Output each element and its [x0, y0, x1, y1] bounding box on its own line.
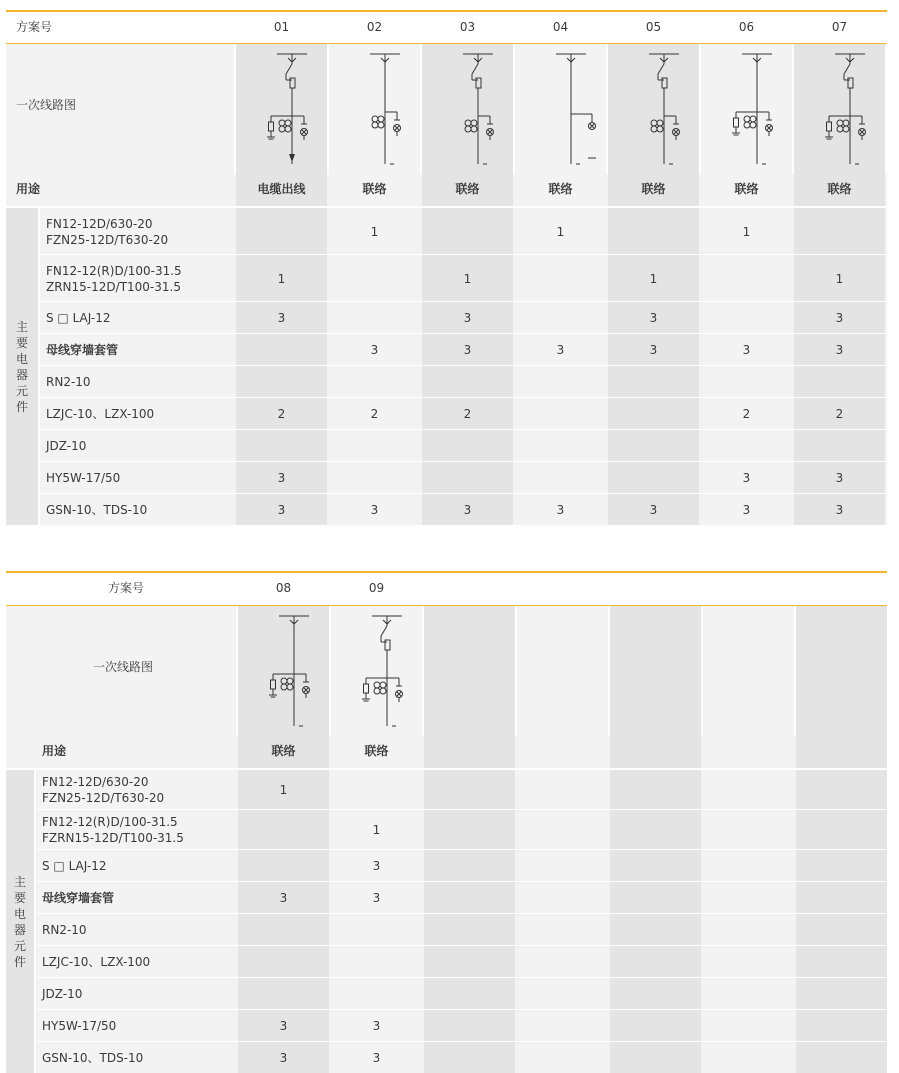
- component-name: LZJC-10、LZX-100: [46, 407, 155, 421]
- component-cell: [424, 1010, 515, 1041]
- component-name: GSN-10、TDS-10: [46, 503, 148, 517]
- component-name: FN12-12(R)D/100-31.5: [42, 815, 178, 829]
- component-quantity: 1: [370, 224, 379, 239]
- component-cell: [424, 914, 515, 945]
- component-quantity: 2: [463, 407, 472, 421]
- component-quantity: 3: [742, 471, 751, 485]
- scheme-header-label: 方案号: [108, 581, 145, 595]
- single-line-diagram-07: [815, 50, 885, 170]
- component-quantity: 3: [279, 1051, 288, 1065]
- group-label-char: 件: [13, 955, 26, 969]
- usage-cell: [610, 736, 701, 768]
- component-quantity: 1: [372, 823, 381, 837]
- component-cell: [610, 914, 701, 945]
- component-quantity: 3: [649, 503, 658, 517]
- component-cell: [610, 882, 701, 913]
- component-cell: [236, 334, 327, 365]
- scheme-number: 09: [368, 581, 385, 595]
- component-quantity: 3: [556, 503, 565, 517]
- component-name: 母线穿墙套管: [46, 343, 119, 357]
- diagram-row-label: 一次线路图: [16, 98, 77, 112]
- component-quantity: 3: [279, 1019, 288, 1033]
- component-quantity: 3: [372, 1051, 381, 1065]
- single-line-diagram-04: [536, 50, 606, 170]
- usage-cell: [424, 736, 515, 768]
- component-name: LZJC-10、LZX-100: [42, 955, 151, 969]
- component-name: 母线穿墙套管: [42, 891, 115, 905]
- component-quantity: 3: [835, 311, 844, 325]
- usage-value: 联络: [271, 744, 296, 758]
- group-label: [12, 874, 28, 970]
- single-line-diagram-03: [443, 50, 513, 170]
- component-cell: [238, 946, 329, 977]
- scheme-number: 08: [275, 581, 292, 595]
- component-quantity: 3: [370, 503, 379, 517]
- single-line-diagram-05: [629, 50, 699, 170]
- component-cell: [422, 366, 513, 397]
- component-quantity: 3: [277, 311, 286, 325]
- component-cell: [610, 850, 701, 881]
- scheme-header-label: 方案号: [16, 20, 53, 34]
- single-line-diagram-08: [259, 612, 329, 732]
- component-name: HY5W-17/50: [46, 471, 121, 485]
- component-name: RN2-10: [42, 923, 87, 937]
- component-quantity: 3: [279, 891, 288, 905]
- component-quantity: 3: [649, 343, 658, 357]
- component-cell: [238, 850, 329, 881]
- component-cell: [608, 366, 699, 397]
- group-label-char: 元: [15, 384, 28, 398]
- component-quantity: 3: [372, 891, 381, 905]
- component-quantity: 3: [835, 503, 844, 517]
- scheme-table-1: [6, 10, 887, 522]
- usage-value: 联络: [455, 182, 480, 196]
- group-label-char: 件: [15, 400, 28, 414]
- usage-cell: [796, 736, 887, 768]
- diagram-cell: [796, 606, 887, 736]
- component-cell: [608, 208, 699, 254]
- component-name: ZRN15-12D/T100-31.5: [46, 279, 181, 294]
- component-name: JDZ-10: [42, 987, 83, 1001]
- scheme-number: 04: [552, 20, 569, 34]
- component-cell: [796, 1010, 887, 1041]
- component-cell: [424, 978, 515, 1009]
- usage-row-label: 用途: [42, 744, 67, 758]
- component-quantity: 1: [742, 224, 751, 239]
- component-cell: [422, 462, 513, 493]
- component-quantity: 3: [370, 343, 379, 357]
- component-quantity: 3: [463, 311, 472, 325]
- component-quantity: 3: [463, 343, 472, 357]
- usage-row-label: 用途: [16, 182, 41, 196]
- component-quantity: 3: [742, 343, 751, 357]
- single-line-diagram-06: [722, 50, 792, 170]
- scheme-number: 02: [366, 20, 383, 34]
- component-quantity: 1: [463, 271, 472, 286]
- component-quantity: 1: [649, 271, 658, 286]
- group-label-char: 主: [15, 320, 28, 334]
- component-cell: [608, 430, 699, 461]
- component-cell: [238, 978, 329, 1009]
- component-cell: [424, 882, 515, 913]
- group-label-char: 要: [13, 891, 26, 905]
- group-label-char: 要: [15, 336, 28, 350]
- component-quantity: 3: [463, 503, 472, 517]
- component-cell: [610, 978, 701, 1009]
- component-name: FZN25-12D/T630-20: [42, 791, 165, 805]
- component-quantity: 1: [556, 224, 565, 239]
- usage-value: 联络: [362, 182, 387, 196]
- component-cell: [610, 770, 701, 809]
- component-quantity: 3: [277, 471, 286, 485]
- component-quantity: 3: [372, 859, 381, 873]
- group-label-char: 电: [15, 352, 28, 366]
- group-label-char: 器: [15, 368, 28, 382]
- component-cell: [796, 882, 887, 913]
- single-line-diagram-01: [257, 50, 327, 170]
- component-cell: [794, 430, 885, 461]
- component-quantity: 1: [277, 271, 286, 286]
- usage-value: 联络: [364, 744, 389, 758]
- group-label-char: 元: [13, 939, 26, 953]
- component-name: S □ LAJ-12: [46, 311, 111, 325]
- scheme-number: 03: [459, 20, 476, 34]
- component-cell: [794, 208, 885, 254]
- component-quantity: 3: [649, 311, 658, 325]
- component-name: HY5W-17/50: [42, 1019, 117, 1033]
- usage-value: 联络: [548, 182, 573, 196]
- component-cell: [610, 810, 701, 849]
- scheme-number: 06: [738, 20, 755, 34]
- group-label-char: 主: [13, 875, 26, 889]
- component-quantity: 3: [372, 1019, 381, 1033]
- accent-rule: [6, 571, 887, 573]
- component-cell: [422, 208, 513, 254]
- component-cell: [236, 430, 327, 461]
- component-quantity: 2: [370, 407, 379, 421]
- group-label-char: 器: [13, 923, 26, 937]
- component-cell: [796, 810, 887, 849]
- usage-value: 联络: [827, 182, 852, 196]
- component-quantity: 3: [835, 471, 844, 485]
- scheme-number: 07: [831, 20, 848, 34]
- diagram-cell: [610, 606, 701, 736]
- component-cell: [424, 946, 515, 977]
- component-cell: [796, 914, 887, 945]
- scheme-number: 05: [645, 20, 662, 34]
- component-cell: [796, 946, 887, 977]
- single-line-diagram-02: [350, 50, 420, 170]
- diagram-cell: [703, 606, 794, 736]
- usage-value: 电缆出线: [257, 182, 306, 196]
- component-cell: [236, 208, 327, 254]
- usage-value: 联络: [734, 182, 759, 196]
- component-quantity: 3: [835, 343, 844, 357]
- component-cell: [796, 850, 887, 881]
- component-cell: [794, 366, 885, 397]
- diagram-cell: [517, 606, 608, 736]
- component-name: GSN-10、TDS-10: [42, 1051, 144, 1065]
- component-cell: [424, 850, 515, 881]
- component-cell: [422, 430, 513, 461]
- component-cell: [610, 1042, 701, 1073]
- component-cell: [424, 1042, 515, 1073]
- component-name: FZN25-12D/T630-20: [46, 232, 169, 247]
- component-quantity: 2: [835, 407, 844, 421]
- component-quantity: 1: [279, 783, 288, 797]
- single-line-diagram-09: [352, 612, 422, 732]
- component-name: FN12-12D/630-20: [46, 216, 153, 231]
- component-cell: [610, 946, 701, 977]
- component-quantity: 3: [277, 503, 286, 517]
- component-name: RN2-10: [46, 375, 91, 389]
- component-cell: [796, 1042, 887, 1073]
- component-cell: [608, 398, 699, 429]
- component-cell: [796, 978, 887, 1009]
- scheme-table-2: [6, 571, 887, 1070]
- component-cell: [610, 1010, 701, 1041]
- component-quantity: 2: [742, 407, 751, 421]
- component-cell: [424, 770, 515, 809]
- component-quantity: 3: [742, 503, 751, 517]
- diagram-cell: [424, 606, 515, 736]
- component-quantity: 3: [556, 343, 565, 357]
- component-cell: [608, 462, 699, 493]
- diagram-row-label: 一次线路图: [93, 660, 154, 674]
- component-cell: [796, 770, 887, 809]
- usage-value: 联络: [641, 182, 666, 196]
- component-cell: [238, 810, 329, 849]
- component-cell: [238, 914, 329, 945]
- group-label-char: 电: [13, 907, 26, 921]
- component-quantity: 2: [277, 407, 286, 421]
- scheme-number: 01: [273, 20, 290, 34]
- component-name: FN12-12D/630-20: [42, 775, 149, 789]
- accent-rule: [6, 10, 887, 12]
- component-name: FZRN15-12D/T100-31.5: [42, 831, 184, 845]
- group-label: [14, 319, 30, 415]
- component-name: S □ LAJ-12: [42, 859, 107, 873]
- component-name: JDZ-10: [46, 439, 87, 453]
- component-cell: [236, 366, 327, 397]
- component-name: FN12-12(R)D/100-31.5: [46, 263, 182, 278]
- component-quantity: 1: [835, 271, 844, 286]
- component-cell: [424, 810, 515, 849]
